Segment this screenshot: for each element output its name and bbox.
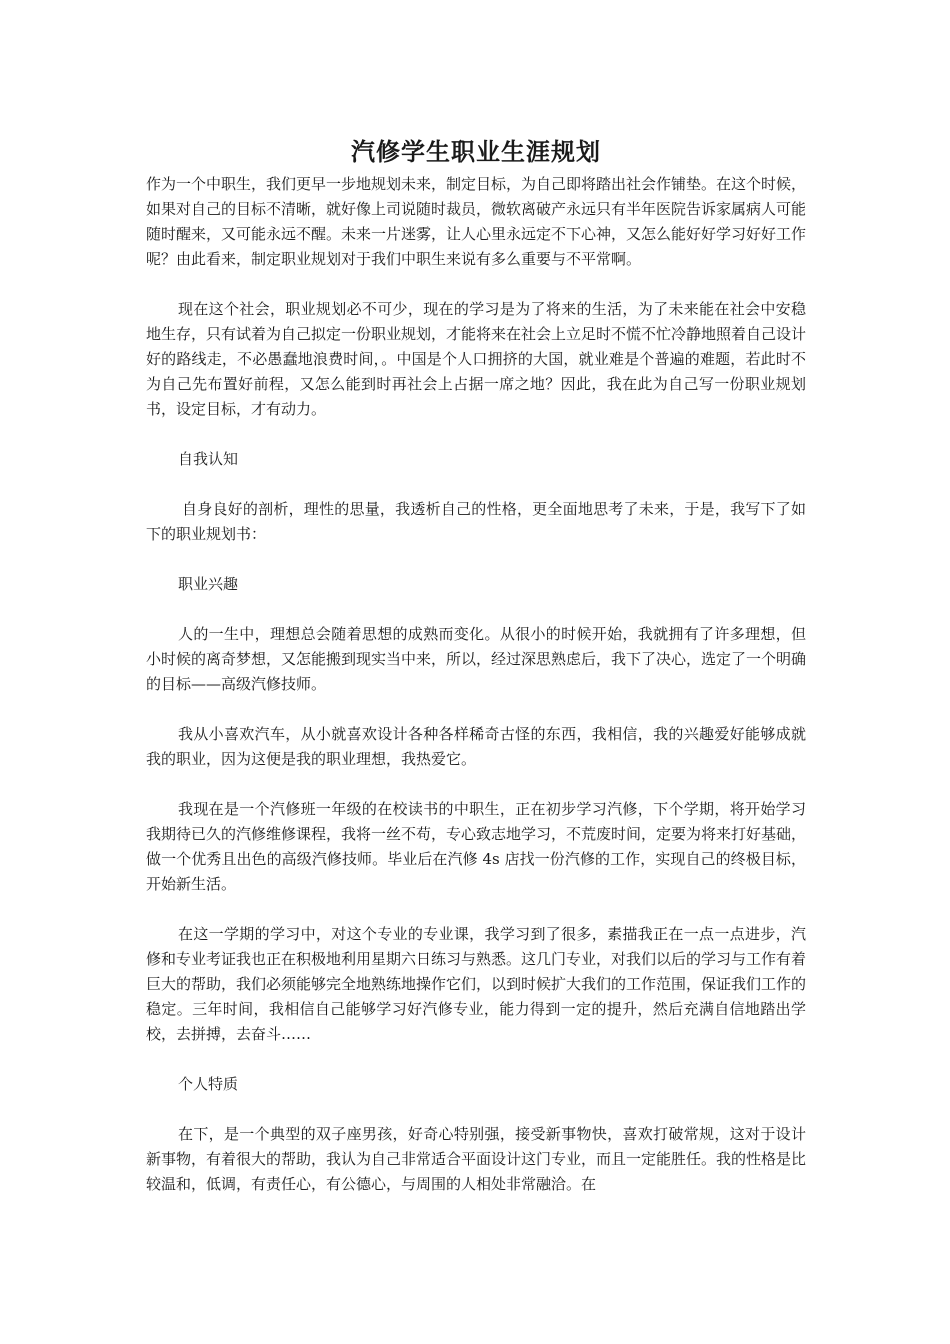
paragraph-current-study: 我现在是一个汽修班一年级的在校读书的中职生，正在初步学习汽修，下个学期，将开始学习我期待已久的汽修维修课程，我将一丝不苟，专心致志地学习，不荒废时间，定要为将来打好基础，做一个优秀且出色的高级汽修技师。毕业后在汽修 4s 店找一份汽修的工作，实现自己的终极目标，开始新生活。 <box>146 800 807 893</box>
paragraph-ideal: 人的一生中，理想总会随着思想的成熟而变化。从很小的时候开始，我就拥有了许多理想，但小时候的离奇梦想，又怎能搬到现实当中来，所以，经过深思熟虑后，我下了决心，选定了一个明确的目标——高级汽修技师。 <box>146 625 807 693</box>
paragraph-personality: 在下，是一个典型的双子座男孩，好奇心特别强，接受新事物快，喜欢打破常规，这对于设计新事物，有着很大的帮助，我认为自己非常适合平面设计这门专业，而且一定能胜任。我的性格是比较温和，低调，有责任心，有公德心，与周围的人相处非常融洽。在 <box>146 1125 807 1193</box>
paragraph-society: 现在这个社会，职业规划必不可少，现在的学习是为了将来的生活，为了未来能在社会中安稳地生存，只有试着为自己拟定一份职业规划，才能将来在社会上立足时不慌不忙冷静地照着自己设计好的路线走，不必愚蠢地浪费时间，。中国是个人口拥挤的大国，就业难是个普遍的难题，若此时不为自己先布置好前程，又怎么能到时再社会上占据一席之地？因此，我在此为自己写一份职业规划书，设定目标，才有动力。 <box>146 300 807 418</box>
paragraph-hobby: 我从小喜欢汽车，从小就喜欢设计各种各样稀奇古怪的东西，我相信，我的兴趣爱好能够成就我的职业，因为这便是我的职业理想，我热爱它。 <box>146 725 806 768</box>
paragraph-self-analysis: 自身良好的剖析，理性的思量，我透析自己的性格，更全面地思考了未来，于是，我写下了如下的职业规划书： <box>146 500 806 543</box>
document-title: 汽修学生职业生涯规划 <box>351 138 601 166</box>
section-heading-self-awareness: 自我认知 <box>178 450 239 468</box>
paragraph-semester-learning: 在这一学期的学习中，对这个专业的专业课，我学习到了很多，素描我正在一点一点进步，汽修和专业考证我也正在积极地利用星期六日练习与熟悉。这几门专业，对我们以后的学习与工作有着巨大的帮助，我们必须能够完全地熟练地操作它们，以到时候扩大我们的工作范围，保证我们工作的稳定。三年时间，我相信自己能够学习好汽修专业，能力得到一定的提升，然后充满自信地踏出学校，去拼搏，去奋斗…… <box>146 925 807 1043</box>
section-heading-personal-traits: 个人特质 <box>178 1075 239 1093</box>
document-page <box>146 132 806 1197</box>
section-heading-career-interest: 职业兴趣 <box>178 575 239 593</box>
paragraph-intro: 作为一个中职生，我们更早一步地规划未来，制定目标，为自己即将踏出社会作铺垫。在这个时候，如果对自己的目标不清晰，就好像上司说随时裁员，微软离破产永远只有半年医院告诉家属病人可能随时醒来，又可能永远不醒。未来一片迷雾，让人心里永远定不下心神，又怎么能好好学习好好工作呢？由此看来，制定职业规划对于我们中职生来说有多么重要与不平常啊。 <box>146 175 807 268</box>
